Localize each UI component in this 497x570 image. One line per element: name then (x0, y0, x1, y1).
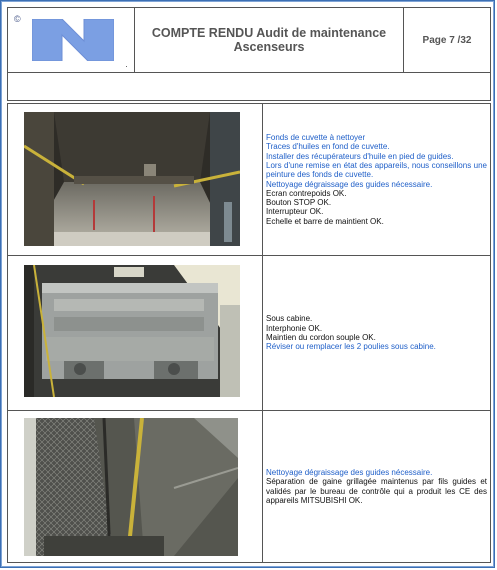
row2-blue-line-1: Réviser ou remplacer les 2 poulies sous cabine. (266, 342, 436, 352)
photo-cell (8, 104, 263, 255)
row3-blue-line-1: Nettoyage dégraissage des guides nécessaire. (266, 467, 433, 477)
row2-black-line-1: Sous cabine. (266, 314, 313, 324)
row2-black-line-2: Interphonie OK. (266, 323, 323, 333)
elevator-pit-photo (24, 112, 240, 246)
row3-text (263, 411, 490, 562)
row1-black-line-2: Bouton STOP OK. (266, 198, 332, 208)
row2-text (263, 256, 490, 410)
shaft-mesh-photo (24, 418, 238, 556)
audit-table (7, 103, 491, 563)
photo-cell (8, 256, 263, 410)
row1-blue-line-4: Lors d'une remise en état des appareils, nous conseillons une peinture des fonds de cuvette. (266, 160, 487, 180)
row1-black-line-3: Interrupteur OK. (266, 207, 324, 217)
row1-blue-line-3: Installer des récupérateurs d'huile en pied de guides. (266, 151, 454, 161)
header-spacer-row (7, 73, 491, 101)
row1-blue-line-2: Traces d'huiles en fond de cuvette. (266, 142, 390, 152)
photo-cell (8, 411, 263, 562)
row2-black-line-3: Maintien du cordon souple OK. (266, 333, 376, 342)
copyright-symbol: © (14, 14, 21, 24)
report-title-line1: COMPTE RENDU Audit de maintenance (151, 26, 387, 40)
row1-blue-line-5: Nettoyage dégraissage des guides nécessaire. (266, 179, 433, 189)
document-header (7, 7, 491, 73)
row1-black-line-1: Ecran contrepoids OK. (266, 188, 347, 198)
company-logo-icon (32, 19, 114, 61)
report-title-line2: Ascenseurs (233, 40, 305, 54)
audit-row-pit (8, 104, 490, 256)
logo-cell (8, 8, 135, 72)
row3-black-paragraph: Séparation de gaine grillagée maintenus par fils guides et validés par le bureau de contrôle qui a produit les CE des appareils MITSUBISHI OK. (266, 477, 487, 505)
row1-text (263, 104, 490, 255)
report-title (135, 8, 404, 72)
audit-row-undercar (8, 256, 490, 411)
row1-blue-line-1: Fonds de cuvette à nettoyer (266, 133, 366, 143)
row1-black-line-4: Echelle et barre de maintient OK. (266, 216, 384, 226)
audit-row-shaft (8, 411, 490, 562)
page-number: Page 7 /32 (422, 34, 472, 46)
logo-dot (126, 66, 127, 67)
under-car-photo (24, 265, 240, 397)
